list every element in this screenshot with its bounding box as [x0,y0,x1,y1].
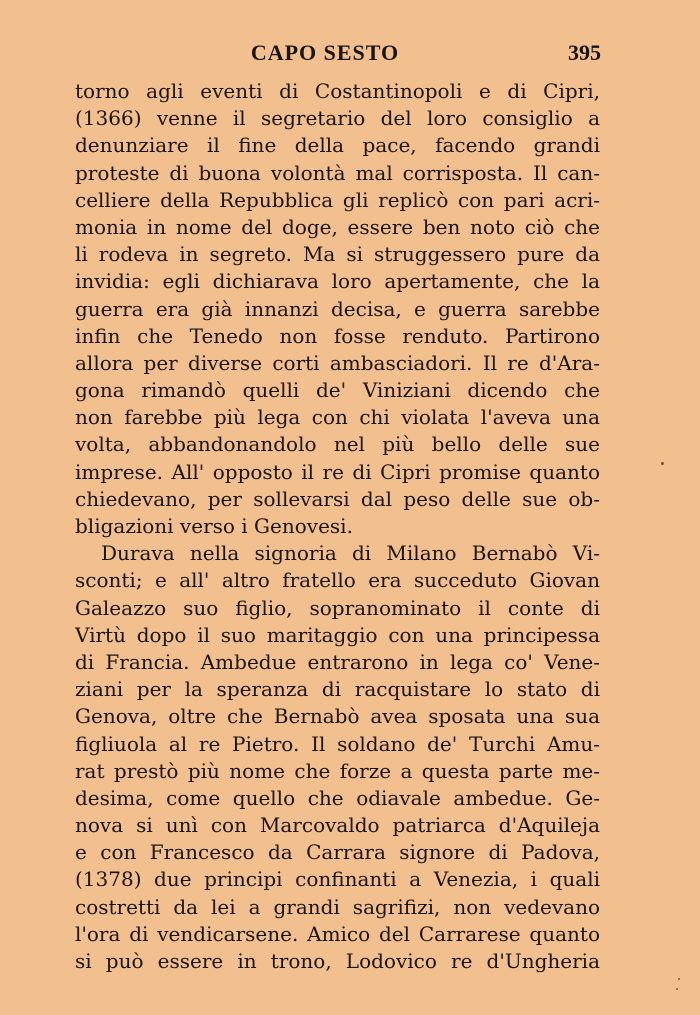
page-number: 395 [568,40,601,65]
running-title: CAPO SESTO [250,40,400,65]
paper-speck [661,462,664,465]
text-line: e con Francesco da Carrara signore di Padova, [75,840,600,865]
text-line: ziani per la speranza di racquistare lo stato di [75,677,600,702]
text-line: allora per diverse corti ambasciadori. Il re d'Ara- [75,350,600,375]
text-line: costretti da lei a grandi sagrifizi, non vedevano [75,894,600,919]
text-line: monia in nome del doge, essere ben noto ciò che [75,214,600,239]
text-line: imprese. All' opposto il re di Cipri promise quanto [75,459,600,484]
text-line: desima, come quello che odiavale ambedue. Ge- [75,785,600,810]
text-line: li rodeva in segreto. Ma si struggessero pure da [75,242,600,267]
text-line: guerra era già innanzi decisa, e guerra sarebbe [75,296,600,321]
text-line: sconti; e all' altro fratello era succeduto Giovan [75,568,600,593]
text-line: l'ora di vendicarsene. Amico del Carrarese quanto [75,921,600,946]
text-line: chiedevano, per sollevarsi dal peso delle sue ob- [75,486,600,511]
text-line: Galeazzo suo figlio, sopranominato il conte di [75,595,600,620]
text-line: torno agli eventi di Costantinopoli e di Cipri, [75,79,600,103]
text-line: Genova, oltre che Bernabò avea sposata una sua [75,704,600,729]
text-line: nova si unì con Marcovaldo patriarca d'Aquileja [75,813,600,838]
paper-speck [676,988,678,990]
text-line: bligazioni verso i Genovesi. [75,514,353,538]
paragraph-first-line: Durava nella signoria di Milano Bernabò Vi- [101,541,600,566]
text-line: proteste di buona volontà mal corrisposta. Il can- [75,160,600,185]
text-line: figliuola al re Pietro. Il soldano de' Turchi Amu- [75,731,600,756]
text-line: di Francia. Ambedue entrarono in lega co' Vene- [75,649,600,674]
page-header [0,40,700,80]
text-line: Virtù dopo il suo maritaggio con una principessa [75,622,600,647]
paper-speck [678,978,680,980]
text-line: volta, abbandonandolo nel più bello delle sue [75,432,600,457]
text-line: gona rimandò quelli de' Viniziani dicendo che [75,378,600,403]
text-line: non farebbe più lega con chi violata l'aveva una [75,405,600,430]
body-text [75,78,600,975]
text-line: celliere della Repubblica gli replicò con pari acri- [75,187,600,212]
text-line: infin che Tenedo non fosse renduto. Partirono [75,323,600,348]
text-line: (1366) venne il segretario del loro consiglio a [75,106,600,131]
text-line: si può essere in trono, Lodovico re d'Ungheria [75,949,600,973]
text-line: (1378) due principi confinanti a Venezia, i quali [75,867,600,892]
text-line: invidia: egli dichiarava loro apertamente, che la [75,269,600,294]
text-line: denunziare il fine della pace, facendo grandi [75,133,600,158]
text-line: rat prestò più nome che forze a questa parte me- [75,758,600,783]
